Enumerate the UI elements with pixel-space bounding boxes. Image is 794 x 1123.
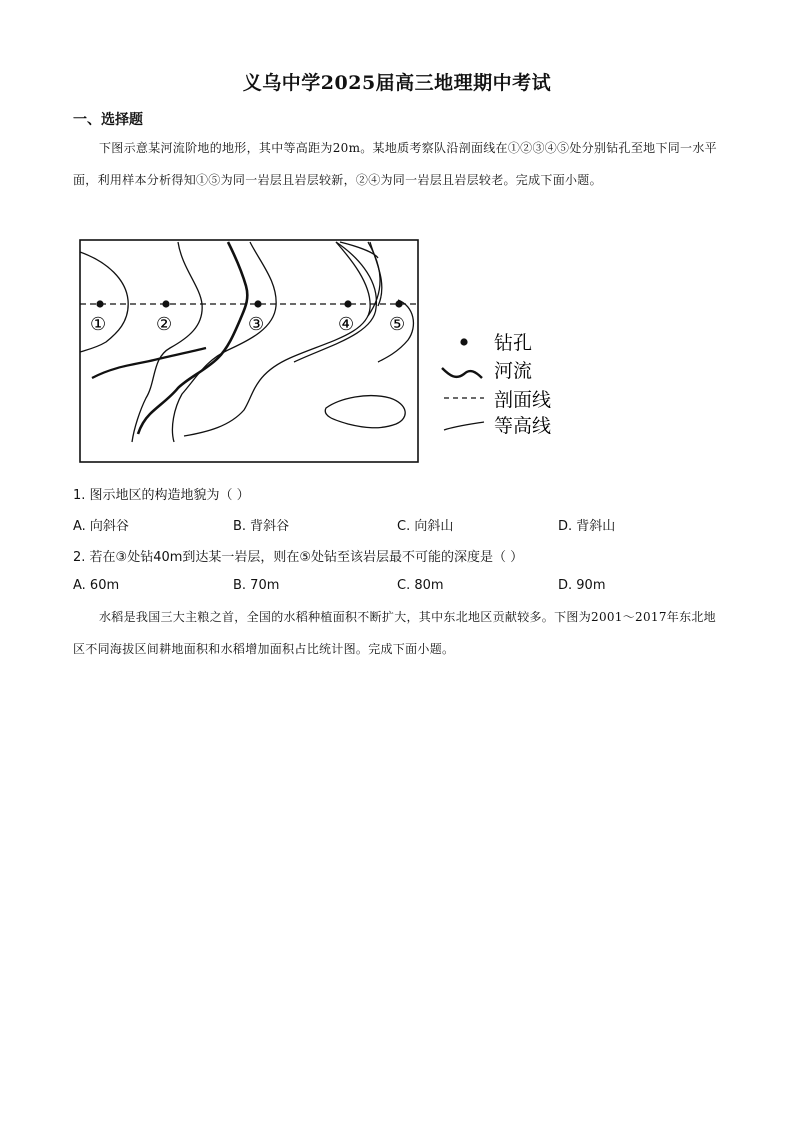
question-2-option-a: A. 60m — [73, 578, 120, 593]
question-2-option-b: B. 70m — [233, 578, 280, 593]
point-label-2: ② — [156, 314, 173, 335]
legend-label-drill: 钻孔 — [494, 332, 533, 354]
legend-label-river: 河流 — [494, 360, 533, 382]
drill-hole-4 — [344, 300, 351, 307]
contour-line-icon — [444, 422, 484, 430]
question-2-option-d: D. 90m — [558, 578, 606, 593]
legend-label-profile: 剖面线 — [494, 389, 552, 411]
page-title: 义乌中学2025届高三地理期中考试 — [242, 72, 552, 94]
terrace-contour-map — [78, 238, 568, 466]
intro-paragraph: 下图示意某河流阶地的地形，其中等高距为20m。某地质考察队沿剖面线在①②③④⑤处分别钻孔至地下同一水平面，利用样本分析得知①⑤为同一岩层且岩层较新，②④为同一岩层且岩层较老。完成下面小题。 — [73, 141, 717, 187]
second-paragraph: 水稻是我国三大主粮之首，全国的水稻种植面积不断扩大，其中东北地区贡献较多。下图为2001～2017年东北地区不同海拔区间耕地面积和水稻增加面积占比统计图。完成下面小题。 — [73, 610, 716, 656]
question-1-stem: 1. 图示地区的构造地貌为（ ） — [73, 488, 250, 503]
river — [138, 242, 247, 434]
drill-hole-1 — [96, 300, 103, 307]
drill-hole-2 — [162, 300, 169, 307]
drill-hole-5 — [395, 300, 402, 307]
question-2-stem: 2. 若在③处钻40m到达某一岩层，则在⑤处钻至该岩层最不可能的深度是（ ） — [73, 550, 524, 565]
river-line-icon — [442, 368, 482, 378]
point-label-3: ③ — [248, 314, 265, 335]
point-label-1: ① — [90, 314, 107, 335]
question-1-option-d: D. 背斜山 — [558, 519, 616, 534]
contour-lines — [80, 242, 413, 442]
question-1-option-b: B. 背斜谷 — [233, 519, 290, 534]
drill-hole-dot-icon — [460, 338, 467, 345]
question-2-option-c: C. 80m — [397, 578, 444, 593]
drill-hole-3 — [254, 300, 261, 307]
legend-label-contour: 等高线 — [494, 415, 552, 437]
question-1-option-a: A. 向斜谷 — [73, 519, 129, 534]
map-legend — [442, 332, 551, 437]
river-tributary — [92, 348, 206, 378]
question-1-option-c: C. 向斜山 — [397, 519, 454, 534]
point-label-4: ④ — [338, 314, 355, 335]
point-label-5: ⑤ — [389, 314, 406, 335]
section-heading: 一、选择题 — [73, 112, 143, 128]
